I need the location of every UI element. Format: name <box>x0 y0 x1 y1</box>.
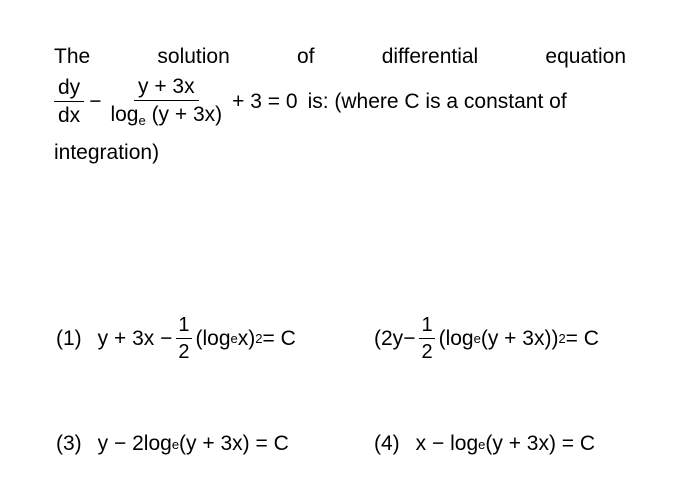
question-line-3: integration) <box>54 141 160 164</box>
log-base: e <box>230 331 238 346</box>
fraction-denominator: 2 <box>178 341 190 363</box>
option-log: (log <box>195 326 231 350</box>
log-base: e <box>478 436 486 452</box>
option-lead: − <box>403 326 416 350</box>
fraction-dy-dx <box>54 77 84 126</box>
exponent: 2 <box>255 331 263 346</box>
word-of: of <box>296 45 315 68</box>
log-argument: (y + 3x) = C <box>485 432 596 455</box>
fraction-numerator: y + 3x <box>134 76 199 101</box>
exponent: 2 <box>558 331 566 346</box>
option-lead: y + 3x − <box>97 326 173 350</box>
option-lead: x − log <box>415 432 479 455</box>
fraction-denominator: dx <box>58 104 81 127</box>
word-equation: equation <box>545 45 626 68</box>
equation-suffix-text: is: (where C is a constant of <box>307 89 567 113</box>
log-base: e <box>138 113 146 128</box>
option-log: (log <box>438 326 474 350</box>
option-rhs: = C <box>565 326 599 350</box>
option-fraction <box>176 315 191 362</box>
option-1[interactable] <box>56 315 296 362</box>
fraction-denominator: 2 <box>421 341 433 363</box>
fraction-denominator <box>106 101 226 127</box>
word-the: The <box>54 45 91 68</box>
log-text: log <box>110 103 139 126</box>
question-line-1 <box>54 44 626 70</box>
question-equation-line <box>54 76 626 127</box>
option-number: (1) <box>56 326 82 350</box>
word-solution: solution <box>157 45 230 68</box>
word-differential: differential <box>381 45 479 68</box>
option-lead: y − 2log <box>97 432 172 455</box>
log-argument: (y + 3x) <box>151 103 223 126</box>
option-4[interactable] <box>374 432 595 456</box>
log-base: e <box>473 331 481 346</box>
minus-sign: − <box>89 89 102 113</box>
option-3[interactable] <box>56 432 289 456</box>
log-argument: (y + 3x) = C <box>179 432 289 455</box>
option-number: (2y <box>374 326 404 350</box>
option-2[interactable] <box>374 315 599 362</box>
option-number: (4) <box>374 432 400 455</box>
option-number: (3) <box>56 432 82 455</box>
fraction-log <box>106 76 226 127</box>
option-rhs: = C <box>262 326 296 350</box>
log-argument: (y + 3x)) <box>480 326 559 350</box>
fraction-numerator: 1 <box>176 315 191 339</box>
equation-tail: + 3 = 0 <box>232 89 298 113</box>
log-base: e <box>171 436 180 452</box>
fraction-numerator: dy <box>54 77 84 102</box>
option-fraction <box>419 315 434 362</box>
log-argument: x) <box>237 326 256 350</box>
fraction-numerator: 1 <box>419 315 434 339</box>
